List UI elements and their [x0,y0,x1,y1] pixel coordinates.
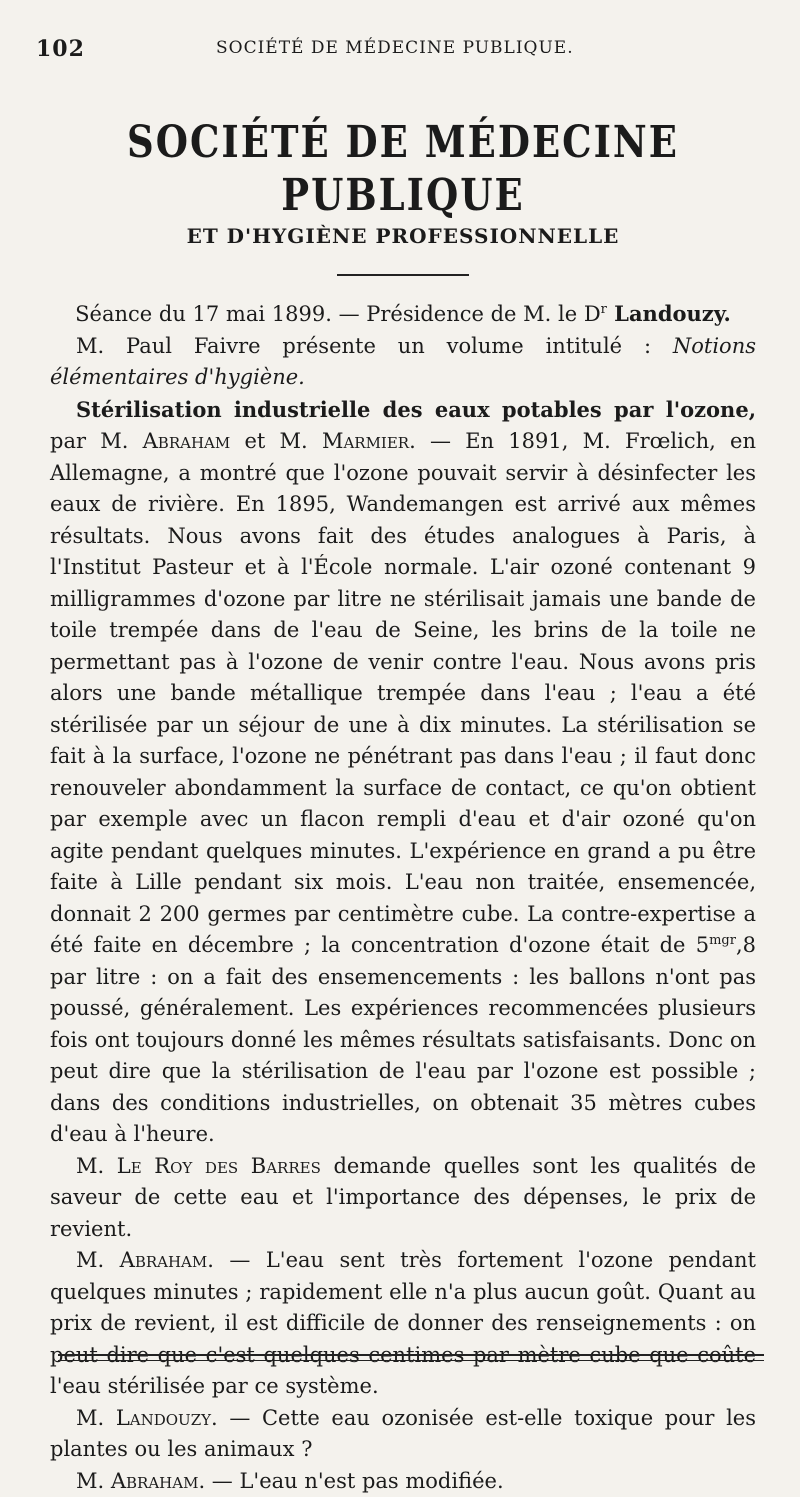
landouzy-text: — Cette eau ozonisée est-elle toxique pour les plantes ou les animaux ? [50,1406,756,1462]
page-number: 102 [36,36,85,62]
abraham-2-text: — L'eau n'est pas modifiée. [205,1469,504,1493]
seance-dr-sup: r [601,302,607,317]
running-head [50,28,756,68]
abraham-1-text: — L'eau sent très fortement l'ozone pendant quelques minutes ; rapidement elle n'a plus aucun goût. Quant au prix de revient, il est difficile de donner des renseignements : on peut dire que c'est quelques centimes par mètre cube que coûte l'eau stérilisée par ce système. [50,1248,756,1398]
seance-presidence: Présidence de M. le D [366,302,600,326]
author-marmier: Marmier. [322,429,416,453]
communication-text: — En 1891, M. Frœlich, en Allemagne, a montré que l'ozone pouvait servir à désinfecter les eaux de rivière. En 1895, Wandemangen est arrivé aux mêmes résultats. Nous avons fait des études analogues à Paris, à l'Institut Pasteur et à l'École normale. L'air ozoné contenant 9 milligrammes d'ozone par litre ne stérilisait jamais une bande de toile trempée dans de l'eau de Seine, les brins de la toile ne permettant pas à l'ozone de venir contre l'eau. Nous avons pris alors une bande métallique trempée dans l'eau ; l'eau a été stérilisée par un séjour de une à dix minutes. La stérilisation se fait à la surface, l'ozone ne pénétrant pas dans l'eau ; il faut donc renouveler abondamment la surface de contact, ce qu'on obtient par exemple avec un flacon rempli d'eau et d'air ozoné qu'on agite pendant quelques minutes. L'expérience en grand a pu être faite à Lille pendant six mois. L'eau non traitée, ensemencée, donnait 2 200 germes par centimètre cube. La contre-expertise a été faite en décembre ; la concentration d'ozone était de 5 [50,429,756,957]
abraham-2-prefix: M. [76,1469,111,1493]
paragraph-faivre [50,331,756,394]
seance-separator: — [332,302,366,326]
abraham-1-prefix: M. [76,1248,120,1272]
speaker-abraham: Abraham. [120,1248,214,1272]
paragraph-landouzy [50,1403,756,1466]
paragraph-le-roy [50,1151,756,1246]
communication-text-cont: ,8 par litre : on a fait des ensemencements : les ballons n'ont pas poussé, généralement. Les expériences recommencées plusieurs fois ont toujours donné les mêmes résultats satisfaisants. Donc on peut dire que la stérilisation de l'eau par l'ozone est possible ; dans des conditions industrielles, on obtenait 35 mètres cubes d'eau à l'heure. [50,933,756,1146]
society-title: SOCIÉTÉ DE MÉDECINE PUBLIQUE [50,115,756,221]
landouzy-prefix: M. [76,1406,116,1430]
speaker-le-roy-des-barres: Le Roy des Barres [117,1154,321,1178]
society-subtitle: ET D'HYGIÈNE PROFESSIONNELLE [50,224,756,248]
paragraph-abraham-2 [50,1466,756,1497]
and-text: et M. [230,429,322,453]
by-text: par M. [50,429,143,453]
running-title: SOCIÉTÉ DE MÉDECINE PUBLIQUE. [216,38,574,58]
seance-date: Séance du 17 mai 1899. [75,302,332,326]
unit-superscript: mgr [709,933,736,948]
author-abraham: Abraham [143,429,231,453]
bottom-rule-thin [58,1360,764,1361]
seance-line [50,298,756,331]
paragraph-sterilisation [50,394,756,1151]
faivre-text: M. Paul Faivre présente un volume intitulé : [76,334,673,358]
speaker-landouzy: Landouzy. [116,1406,218,1430]
title-rule [337,274,469,276]
speaker-abraham-2: Abraham. [111,1469,205,1493]
le-roy-prefix: M. [76,1154,117,1178]
seance-president: Landouzy. [607,301,731,326]
bottom-rule [58,1354,764,1356]
communication-title: Stérilisation industrielle des eaux potables par l'ozone, [76,397,756,422]
body-text [50,298,756,1497]
faivre-book-title: Notions élémentaires d'hygiène. [50,334,756,390]
paragraph-abraham-1 [50,1245,756,1403]
le-roy-text: demande quelles sont les qualités de saveur de cette eau et l'importance des dépenses, le prix de revient. [50,1154,756,1241]
